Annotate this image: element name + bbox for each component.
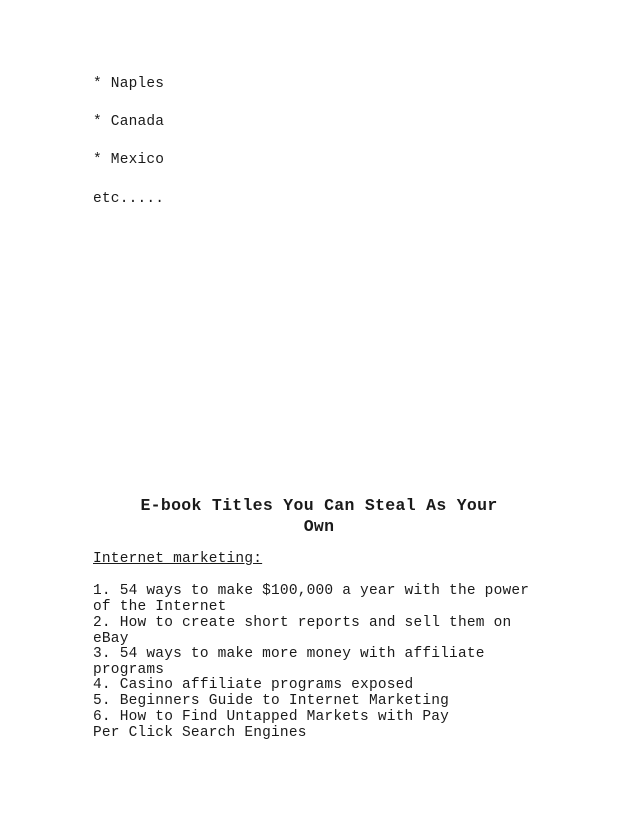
list-line: of the Internet: [93, 599, 227, 615]
list-line: 3. 54 ways to make more money with affiliate: [93, 646, 485, 662]
list-line: 4. Casino affiliate programs exposed: [93, 677, 414, 693]
list-line: 5. Beginners Guide to Internet Marketing: [93, 693, 450, 709]
page-title-line-2: Own: [303, 517, 335, 536]
list-line: eBay: [93, 631, 129, 647]
list-line: 6. How to Find Untapped Markets with Pay: [93, 709, 450, 725]
page-title-line-1: E-book Titles You Can Steal As Your: [140, 496, 498, 515]
list-line: programs: [93, 662, 165, 678]
bullet-mexico: * Mexico: [93, 152, 165, 168]
etc-text: etc.....: [93, 191, 165, 207]
bullet-canada: * Canada: [93, 114, 165, 130]
bullet-naples: * Naples: [93, 76, 165, 92]
list-line: 2. How to create short reports and sell them on: [93, 615, 512, 631]
section-heading: Internet marketing:: [93, 551, 263, 567]
list-line: Per Click Search Engines: [93, 725, 307, 741]
list-line: 1. 54 ways to make $100,000 a year with the power: [93, 583, 530, 599]
